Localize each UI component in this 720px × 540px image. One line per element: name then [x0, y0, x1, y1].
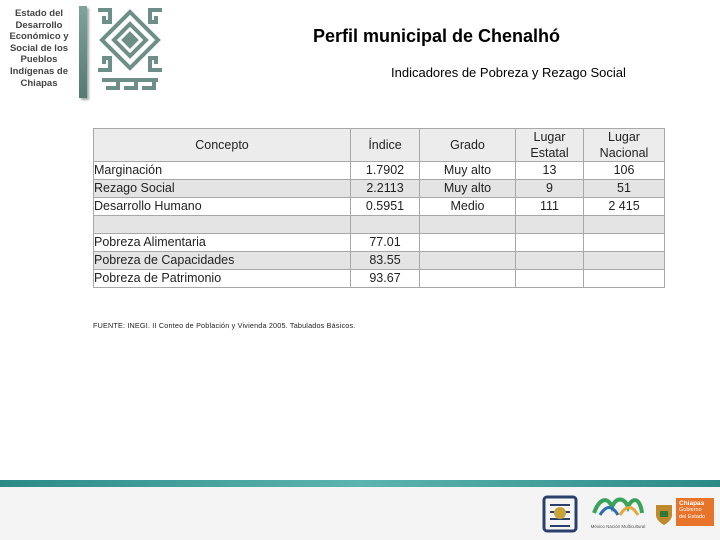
table-row: Pobreza de Capacidades 83.55: [94, 252, 665, 270]
mexico-multicultural-logo: [590, 493, 646, 521]
table-row: Rezago Social 2.2113 Muy alto 9 51: [94, 180, 665, 198]
table-row: Marginación 1.7902 Muy alto 13 106: [94, 162, 665, 180]
header-concepto: Concepto: [94, 129, 351, 162]
mexico-multicultural-caption: México Nación Multicultural: [590, 524, 646, 529]
footer-band: [0, 480, 720, 487]
organization-emblem-logo: [94, 6, 166, 96]
page-title: Perfil municipal de Chenalhó: [313, 26, 561, 46]
indicators-table: [93, 128, 665, 288]
header-lugar-nacional: Lugar Nacional: [584, 129, 665, 162]
table-row: Desarrollo Humano 0.5951 Medio 111 2 415: [94, 198, 665, 216]
header-grado: Grado: [420, 129, 516, 162]
table-spacer-row: [94, 216, 665, 234]
table-row: Pobreza Alimentaria 77.01: [94, 234, 665, 252]
chiapas-government-logo: Chiapas Gobierno del Estado: [676, 498, 714, 526]
page-subtitle: Indicadores de Pobreza y Rezago Social: [391, 65, 626, 80]
header-lugar-estatal: Lugar Estatal: [516, 129, 584, 162]
university-seal-logo: [540, 493, 580, 535]
header-indice: Índice: [351, 129, 420, 162]
table-header-row: [94, 129, 665, 162]
source-note: FUENTE: INEGI. II Conteo de Población y Vivienda 2005. Tabulados Básicos.: [93, 321, 356, 330]
organization-name: Estado del Desarrollo Económico y Social de los Pueblos Indígenas de Chiapas: [9, 8, 69, 89]
chiapas-shield-logo: [654, 503, 674, 527]
header-divider-bar: [79, 6, 87, 98]
table-row: Pobreza de Patrimonio 93.67: [94, 270, 665, 288]
